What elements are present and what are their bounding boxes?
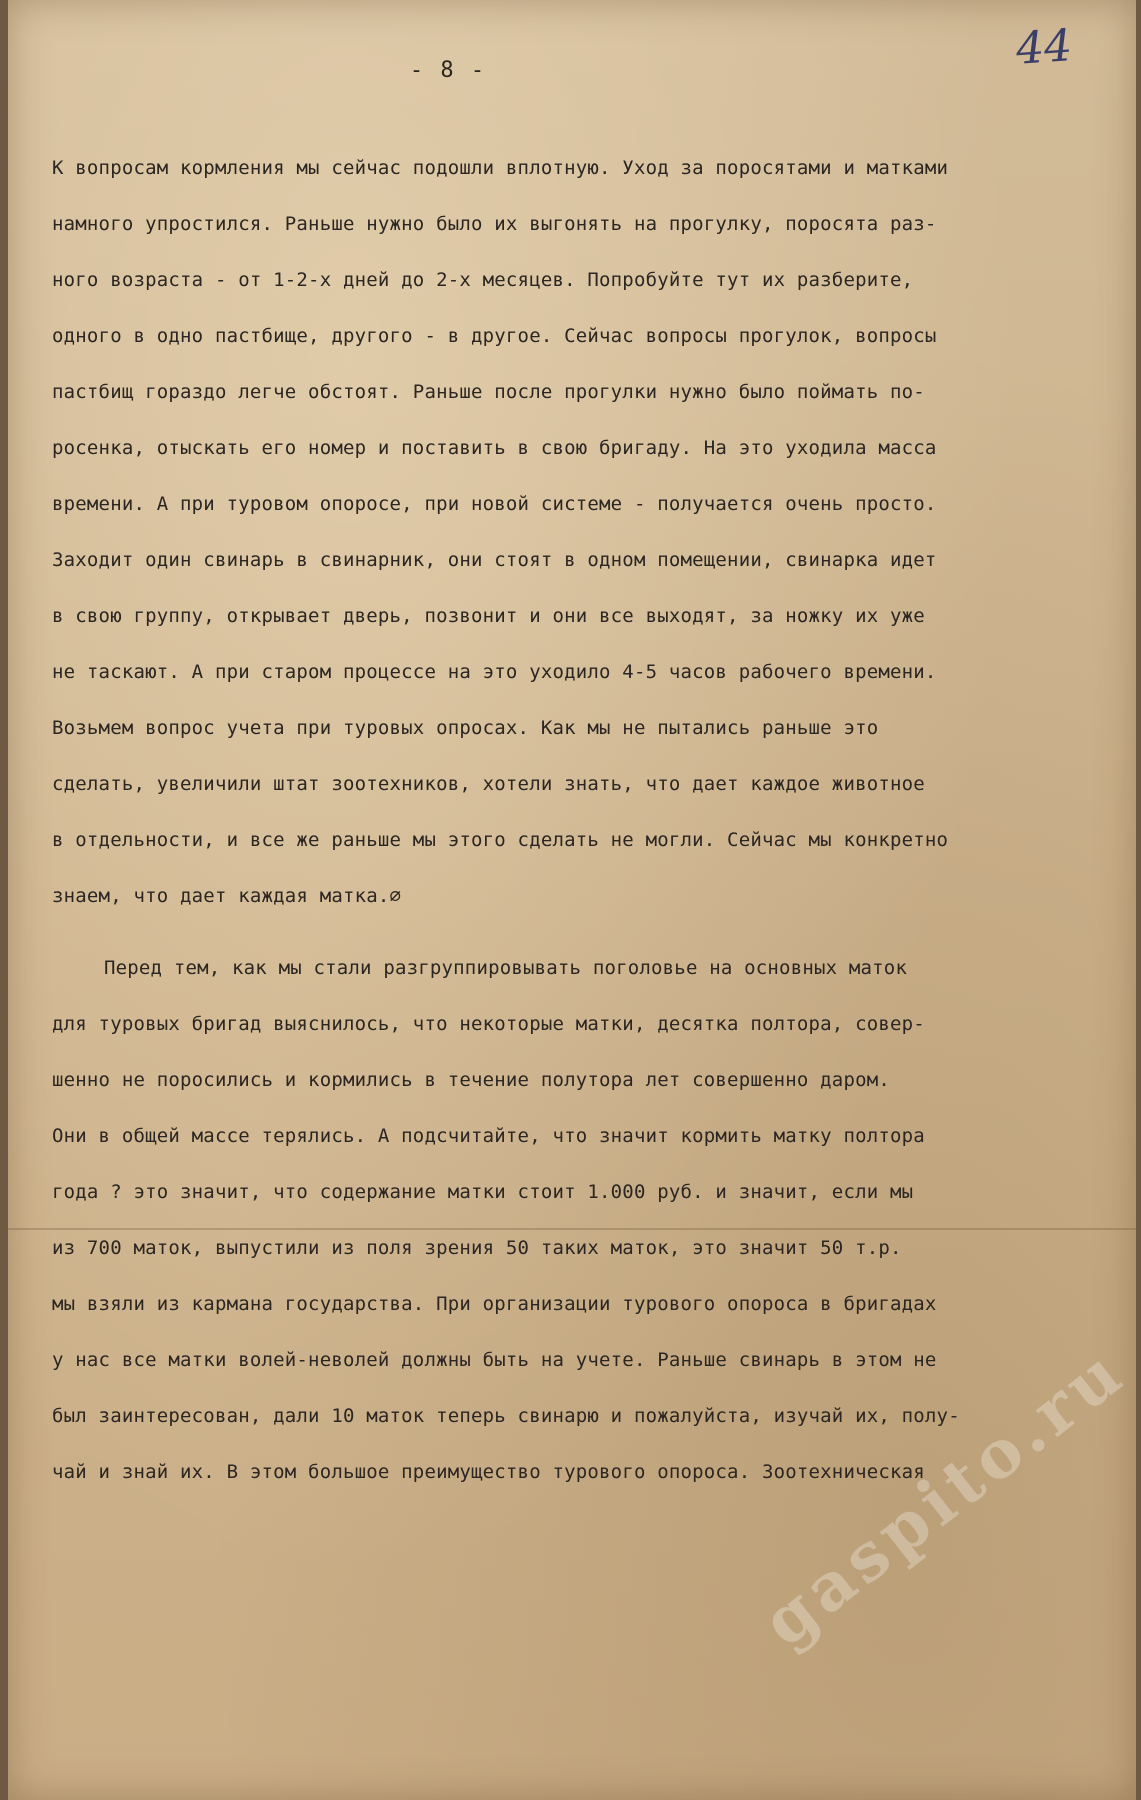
text-line: ного возраста - от 1-2-х дней до 2-х месяцев. Попробуйте тут их разберите,: [52, 269, 914, 291]
text-line: чай и знай их. В этом большое преимущество турового опороса. Зоотехническая: [52, 1461, 925, 1483]
text-line: пастбищ гораздо легче обстоят. Раньше после прогулки нужно было поймать по-: [52, 381, 925, 403]
page-number: - 8 -: [409, 58, 487, 83]
text-line: в свою группу, открывает дверь, позвонит и они все выходят, за ножку их уже: [52, 605, 925, 627]
paragraph-gap: [52, 924, 1132, 940]
text-line: Они в общей массе терялись. А подсчитайте, что значит кормить матку полтора: [52, 1125, 925, 1147]
text-line: из 700 маток, выпустили из поля зрения 50 таких маток, это значит 50 т.р.: [52, 1237, 902, 1259]
text-line: намного упростился. Раньше нужно было их выгонять на прогулку, поросята раз-: [52, 213, 937, 235]
text-line: для туровых бригад выяснилось, что некоторые матки, десятка полтора, совер-: [52, 1013, 925, 1035]
document-body: [52, 140, 1132, 1500]
text-line: Перед тем, как мы стали разгруппировывать поголовье на основных маток: [104, 957, 908, 979]
archive-sheet-number: 44: [1014, 20, 1074, 75]
text-line: не таскают. А при старом процессе на это уходило 4-5 часов рабочего времени.: [52, 661, 937, 683]
watermark: gaspito.ru: [748, 1331, 1140, 1662]
text-line: у нас все матки волей-неволей должны быть на учете. Раньше свинарь в этом не: [52, 1349, 937, 1371]
text-line: Заходит один свинарь в свинарник, они стоят в одном помещении, свинарка идет: [52, 549, 937, 571]
text-line: росенка, отыскать его номер и поставить в свою бригаду. На это уходила масса: [52, 437, 937, 459]
text-line: знаем, что дает каждая матка.∅: [52, 885, 402, 907]
text-line: К вопросам кормления мы сейчас подошли вплотную. Уход за поросятами и матками: [52, 157, 949, 179]
document-page: [8, 0, 1140, 1800]
text-line: времени. А при туровом опоросе, при новой системе - получается очень просто.: [52, 493, 937, 515]
text-line: мы взяли из кармана государства. При организации турового опороса в бригадах: [52, 1293, 937, 1315]
text-line: в отдельности, и все же раньше мы этого сделать не могли. Сейчас мы конкретно: [52, 829, 949, 851]
text-line: шенно не поросились и кормились в течение полутора лет совершенно даром.: [52, 1069, 891, 1091]
text-line: сделать, увеличили штат зоотехников, хотели знать, что дает каждое животное: [52, 773, 925, 795]
text-line: года ? это значит, что содержание матки стоит 1.000 руб. и значит, если мы: [52, 1181, 914, 1203]
text-line: был заинтересован, дали 10 маток теперь свинарю и пожалуйста, изучай их, полу-: [52, 1405, 960, 1427]
text-line: одного в одно пастбище, другого - в другое. Сейчас вопросы прогулок, вопросы: [52, 325, 937, 347]
text-line: Возьмем вопрос учета при туровых опросах. Как мы не пытались раньше это: [52, 717, 879, 739]
